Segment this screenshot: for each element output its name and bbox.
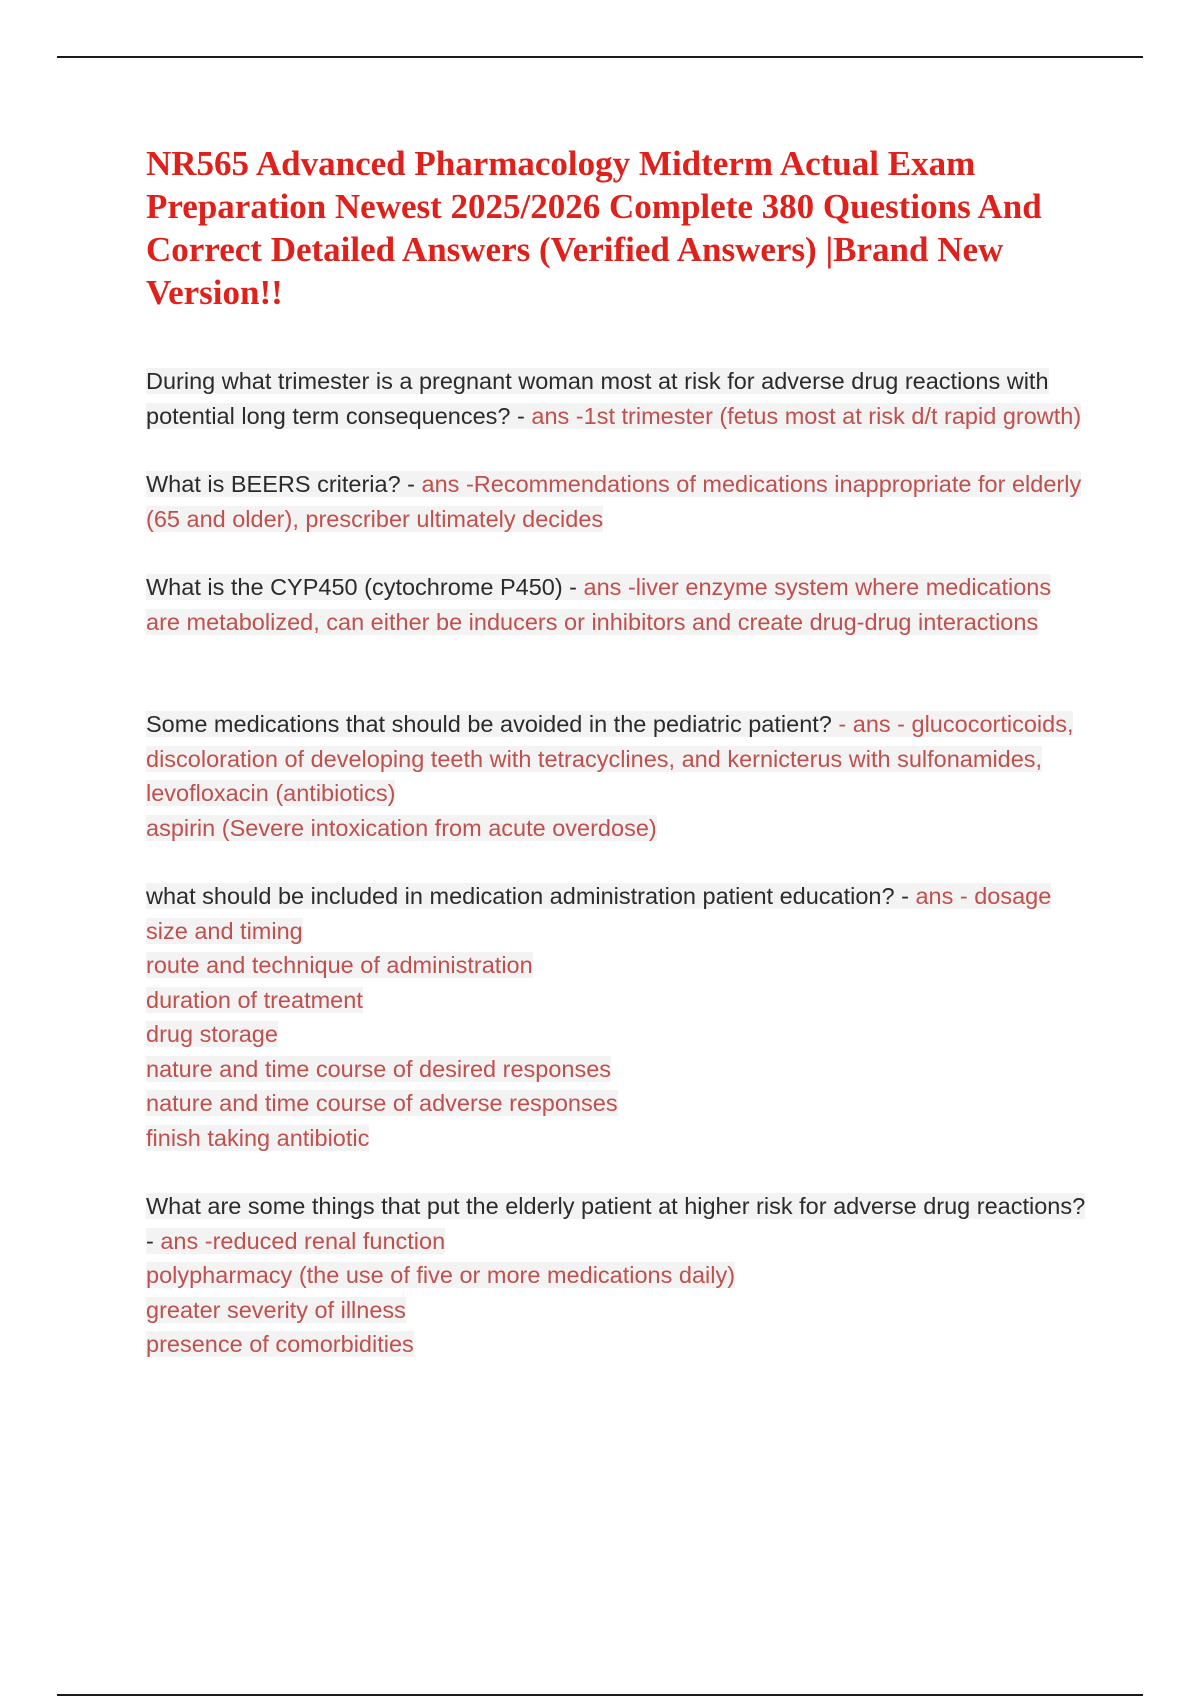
answer-6-line-3: greater severity of illness [146, 1296, 406, 1323]
answer-6-line-2: polypharmacy (the use of five or more medications daily) [146, 1262, 736, 1288]
question-6: What are some things that put the elderly patient at higher risk for adverse drug reactions? - [146, 1193, 1086, 1254]
answer-5-line-6: nature and time course of adverse responses [146, 1090, 618, 1116]
document-title: NR565 Advanced Pharmacology Midterm Actual Exam Preparation Newest 2025/2026 Complete 380 Questions And Correct Detailed Answers (Verified Answers) |Brand New Version!! [146, 144, 1042, 312]
qa-item-5 [146, 879, 1086, 1155]
answer-3-line-1: ans -liver enzyme system where medications are metabolized, can either be inducers or inhibitors and create drug-drug interactions [146, 574, 1052, 635]
qa-item-1 [146, 364, 1086, 433]
answer-4-line-2: aspirin (Severe intoxication from acute overdose) [146, 814, 657, 841]
answer-5-line-5: nature and time course of desired responses [146, 1055, 612, 1082]
qa-item-6 [146, 1189, 1086, 1362]
top-rule [57, 56, 1143, 58]
qa-item-2 [146, 467, 1086, 536]
answer-5-line-2: route and technique of administration [146, 952, 533, 978]
answer-4-line-1: - ans - glucocorticoids, discoloration of developing teeth with tetracyclines, and kernicterus with sulfonamides, levofloxacin (antibiotics) [146, 711, 1074, 806]
question-1: During what trimester is a pregnant woman most at risk for adverse drug reactions with potential long term consequences? - [146, 368, 1049, 429]
question-3: What is the CYP450 (cytochrome P450) - [146, 574, 584, 600]
qa-item-4 [146, 707, 1086, 845]
question-2: What is BEERS criteria? - [146, 471, 422, 497]
answer-6-line-1: ans -reduced renal function [160, 1227, 446, 1254]
answer-5-line-3: duration of treatment [146, 986, 363, 1013]
page-content [146, 142, 1086, 1362]
bottom-rule [57, 1694, 1143, 1696]
qa-item-3 [146, 570, 1086, 639]
answer-1-line-1: ans -1st trimester (fetus most at risk d/t rapid growth) [531, 402, 1082, 429]
answer-5-line-4: drug storage [146, 1021, 278, 1047]
answer-5-line-7: finish taking antibiotic [146, 1124, 370, 1151]
answer-5-line-1: ans - dosage size and timing [146, 883, 1052, 944]
question-4: Some medications that should be avoided in the pediatric patient? [146, 711, 839, 737]
question-5: what should be included in medication administration patient education? - [146, 883, 916, 909]
answer-6-line-4: presence of comorbidities [146, 1331, 414, 1357]
answer-2-line-1: ans -Recommendations of medications inappropriate for elderly (65 and older), prescriber ultimately decides [146, 471, 1082, 532]
